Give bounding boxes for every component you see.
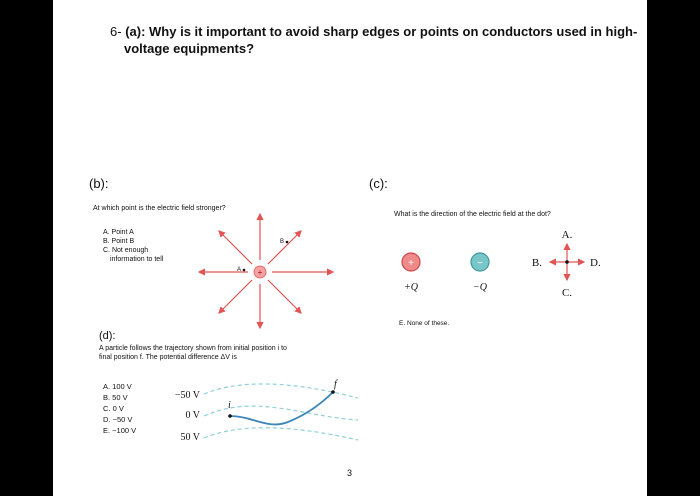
direction-a-label: A. <box>561 229 573 241</box>
option-item: C. Not enough <box>103 247 149 254</box>
part-d-question-line1: A particle follows the trajectory shown from initial position i to <box>99 345 287 352</box>
negative-symbol: − <box>477 258 483 269</box>
option-item: A. Point A <box>103 229 134 236</box>
option-e: E. None of these. <box>399 320 450 327</box>
page-number: 3 <box>347 468 353 478</box>
option-item: information to tell <box>110 256 164 263</box>
equipotential-label: 0 V <box>185 410 200 421</box>
equipotential-label: 50 V <box>180 432 200 443</box>
part-c-question: What is the direction of the electric field at the dot? <box>394 211 551 218</box>
option-item: D. −50 V <box>103 415 133 424</box>
part-b-options <box>103 228 163 264</box>
field-dot <box>565 260 569 264</box>
part-c-label: (c): <box>369 176 388 191</box>
initial-point <box>228 414 232 418</box>
option-item: C. 0 V <box>103 404 124 413</box>
option-item: A. 100 V <box>103 382 132 391</box>
point-b-dot <box>286 241 289 244</box>
question-number: 6- <box>110 24 122 39</box>
part-a-label: (a): <box>125 24 146 39</box>
charge-symbol: + <box>257 268 263 277</box>
part-d-label: (d): <box>99 330 116 342</box>
option-item: E. −100 V <box>103 426 137 435</box>
question-a-line1: Why is it important to avoid sharp edges or points on conductors used in high- <box>149 24 638 39</box>
option-item: B. Point B <box>103 238 135 245</box>
equipotential-diagram <box>168 378 368 453</box>
point-b-label: B <box>280 239 285 245</box>
initial-label: i <box>228 400 231 411</box>
direction-c-label: C. <box>561 287 573 299</box>
dipole-diagram <box>393 222 623 302</box>
direction-d-label: D. <box>590 257 601 269</box>
final-point <box>331 390 335 394</box>
equipotential-lines <box>204 384 358 440</box>
document-page <box>53 0 647 496</box>
part-d-question-line2: final position f. The potential difference ΔV is <box>99 354 237 361</box>
point-a-dot <box>243 269 246 272</box>
negative-label: −Q <box>473 282 487 293</box>
positive-symbol: + <box>408 258 414 269</box>
part-d-options <box>103 381 136 436</box>
point-charge-field-diagram <box>193 210 333 330</box>
part-b-label: (b): <box>89 176 109 191</box>
final-label: f <box>334 379 337 390</box>
question-a-line2: voltage equipments? <box>124 41 255 56</box>
positive-label: +Q <box>404 282 418 293</box>
equipotential-label: −50 V <box>174 390 200 401</box>
option-item: B. 50 V <box>103 393 128 402</box>
direction-b-label: B. <box>531 257 542 269</box>
part-b-question: At which point is the electric field stronger? <box>93 205 226 212</box>
point-a-label: A <box>237 267 242 273</box>
